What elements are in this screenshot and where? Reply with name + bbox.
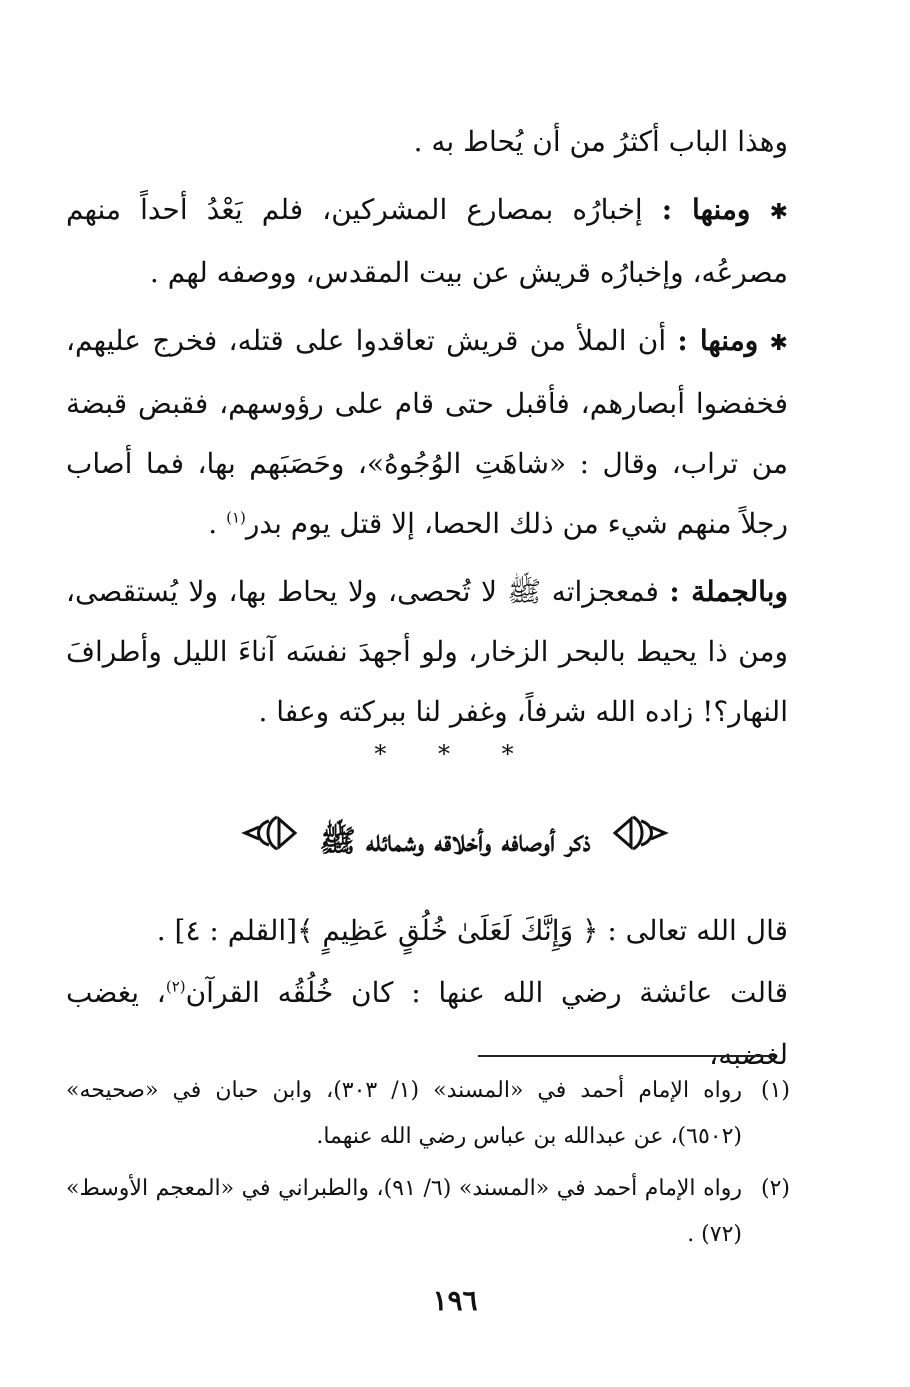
paragraph-summary bbox=[66, 562, 788, 742]
section-title-text: ذكر أوصافه وأخلاقه وشمائله ﷺ bbox=[319, 824, 591, 859]
paragraph-tail: . bbox=[208, 507, 227, 540]
footnotes bbox=[66, 1068, 790, 1264]
paragraph-lead: ومنها : bbox=[677, 324, 759, 357]
section-heading bbox=[100, 812, 810, 874]
footnote-ref-1[interactable]: (١) bbox=[226, 508, 246, 527]
paragraph-lead: ومنها : bbox=[661, 193, 751, 226]
aisha-tail: ، يغضب لغضبه، bbox=[66, 976, 788, 1071]
paragraph-intro bbox=[66, 112, 788, 172]
footnote-text: رواه الإمام أحمد في «المسند» (٦/ ٩١)، والطبراني في «المعجم الأوسط» (٧٢) . bbox=[66, 1176, 743, 1247]
footnote-2 bbox=[66, 1166, 790, 1258]
footnote-1 bbox=[66, 1068, 790, 1160]
quran-verse: ﴿ وَإِنَّكَ لَعَلَىٰ خُلُقٍ عَظِيمٍ ﴾ bbox=[297, 914, 599, 947]
aisha-text: قالت عائشة رضي الله عنها : كان خُلُقُه القرآن bbox=[185, 976, 788, 1009]
section-separator: * * * bbox=[374, 740, 536, 768]
paragraph-quraysh bbox=[66, 311, 788, 554]
ornament-right-icon bbox=[611, 813, 669, 874]
section-body bbox=[66, 900, 788, 1086]
paragraph-text: أن الملأ من قريش تعاقدوا على قتله، فخرج عليهم، فخفضوا أبصارهم، فأقبل حتى قام على رؤوسهم، فقبض قبضة من تراب، وقال : «شاهَتِ الوُجُوهُ»، وحَصَبَهم بها، فما أصاب رجلاً منهم شيء من ذلك الحصا، إلا قتل يوم بدر bbox=[66, 324, 788, 540]
paragraph-text: إخبارُه بمصارع المشركين، فلم يَعْدُ أحداً منهم مصرعُه، وإخبارُه قريش عن بيت المقدس، ووصفه لهم . bbox=[66, 193, 788, 289]
footnote-divider bbox=[478, 1055, 774, 1057]
verse-reference: [القلم : ٤] . bbox=[156, 914, 298, 947]
paragraph-text: وهذا الباب أكثرُ من أن يُحاط به . bbox=[413, 125, 788, 158]
page-number: ١٩٦ bbox=[432, 1284, 478, 1317]
verse-intro: قال الله تعالى : bbox=[607, 914, 788, 947]
footnote-number: (١) bbox=[760, 1078, 790, 1103]
star-bullet-icon: ✱ bbox=[769, 200, 788, 225]
footnote-text: رواه الإمام أحمد في «المسند» (١/ ٣٠٣)، وابن حبان في «صحيحه» (٦٥٠٢)، عن عبدالله بن عباس رضي الله عنهما. bbox=[66, 1078, 743, 1149]
verse-line bbox=[66, 900, 788, 962]
footnote-number: (٢) bbox=[760, 1176, 790, 1201]
paragraph-prophecies bbox=[66, 180, 788, 303]
paragraph-lead: وبالجملة : bbox=[669, 575, 788, 608]
main-text bbox=[66, 112, 788, 742]
star-bullet-icon: ✱ bbox=[769, 331, 788, 356]
ornament-left-icon bbox=[241, 813, 299, 874]
paragraph-text: فمعجزاته ﷺ لا تُحصى، ولا يحاط بها، ولا يُستقصى، ومن ذا يحيط بالبحر الزخار، ولو أجهدَ نفسَه آناءَ الليل وأطرافَ النهار؟! زاده الله شرفاً، وغفر لنا ببركته وعفا . bbox=[66, 575, 788, 728]
footnote-ref-2[interactable]: (٢) bbox=[165, 977, 186, 996]
